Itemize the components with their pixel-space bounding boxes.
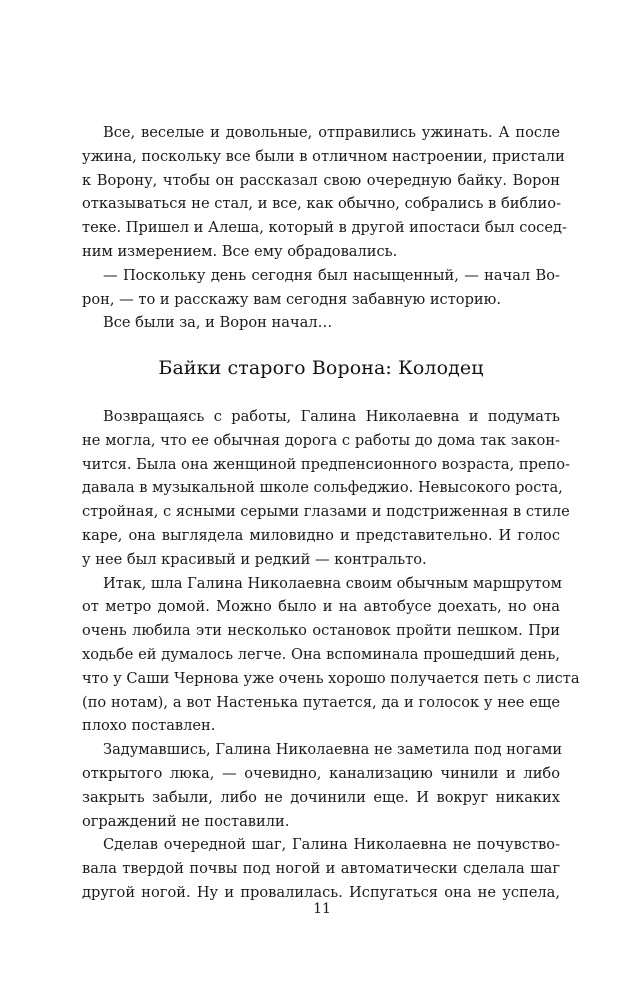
- text-line: давала в музыкальной школе сольфеджио. Невысокого роста,: [82, 479, 563, 497]
- text-line: вала твердой почвы под ногой и автоматически сделала шаг: [82, 860, 560, 878]
- text-line: Сделав очередной шаг, Галина Николаевна не почувство-: [103, 836, 560, 854]
- text-line: у нее был красивый и редкий — контральто.: [82, 550, 427, 568]
- story-text: [82, 405, 580, 905]
- text-line: рон, — то и расскажу вам сегодня забавную историю.: [82, 290, 501, 308]
- text-line: (по нотам), а вот Настенька путается, да и голосок у нее еще: [82, 693, 560, 711]
- text-line: Все были за, и Ворон начал…: [103, 314, 333, 332]
- text-line: плохо поставлен.: [82, 717, 216, 735]
- text-line: ним измерением. Все ему обрадовались.: [82, 242, 398, 260]
- text-line: Итак, шла Галина Николаевна своим обычным маршрутом: [103, 574, 562, 592]
- page-number: 11: [313, 901, 331, 917]
- text-line: очень любила эти несколько остановок пройти пешком. При: [82, 622, 560, 640]
- text-line: стройная, с ясными серыми глазами и подстриженная в стиле: [82, 503, 570, 521]
- text-line: ходьбе ей думалось легче. Она вспоминала прошедший день,: [82, 645, 560, 663]
- text-line: Все, веселые и довольные, отправились ужинать. А после: [103, 124, 560, 141]
- text-line: к Ворону, чтобы он рассказал свою очередную байку. Ворон: [82, 171, 560, 189]
- text-line: ужина, поскольку все были в отличном настроении, пристали: [82, 147, 565, 165]
- text-line: каре, она выглядела миловидно и представительно. И голос: [82, 526, 560, 544]
- text-line: закрыть забыли, либо не дочинили еще. И вокруг никаких: [82, 788, 560, 806]
- text-line: не могла, что ее обычная дорога с работы до дома так закон-: [82, 431, 560, 449]
- intro-text: [82, 121, 567, 335]
- text-line: теке. Пришел и Алеша, который в другой ипостаси был сосед-: [82, 219, 567, 237]
- text-line: другой ногой. Ну и провалилась. Испугаться она не успела,: [82, 883, 560, 901]
- text-line: открытого люка, — очевидно, канализацию чинили и либо: [82, 764, 560, 782]
- text-line: ограждений не поставили.: [82, 812, 290, 830]
- text-line: Задумавшись, Галина Николаевна не заметила под ногами: [103, 741, 563, 759]
- text-line: от метро домой. Можно было и на автобусе доехать, но она: [82, 598, 560, 616]
- text-line: что у Саши Чернова уже очень хорошо получается петь с листа: [82, 669, 580, 687]
- chapter-title: Байки старого Ворона: Колодец: [158, 357, 484, 379]
- text-line: чится. Была она женщиной предпенсионного возраста, препо-: [82, 455, 571, 473]
- text-line: — Поскольку день сегодня был насыщенный, — начал Во-: [103, 266, 560, 284]
- text-line: Возвращаясь с работы, Галина Николаевна и подумать: [103, 408, 560, 425]
- text-line: отказываться не стал, и все, как обычно, собрались в библио-: [82, 195, 561, 213]
